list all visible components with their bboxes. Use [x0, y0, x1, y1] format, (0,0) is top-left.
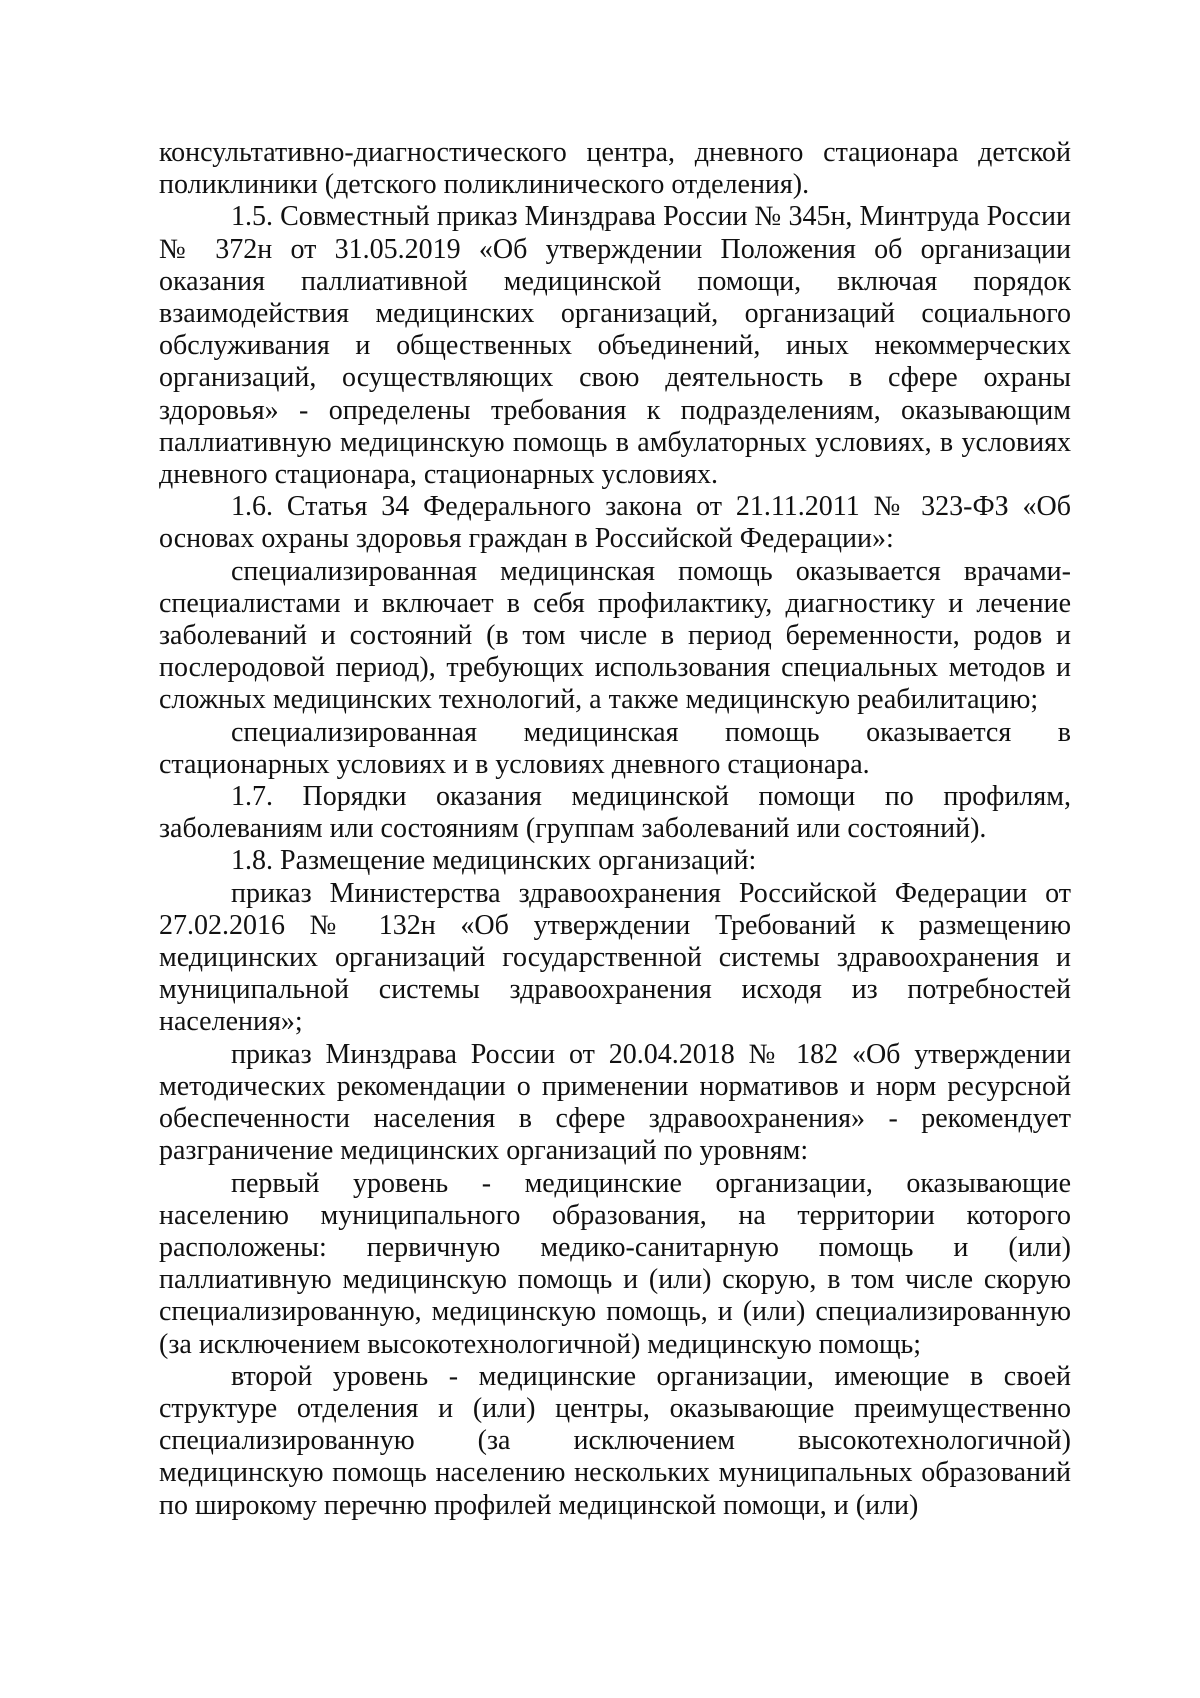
paragraph-order-132n: приказ Министерства здравоохранения Российской Федерации от 27.02.2016 № 132н «Об утверждении Требований к размещению медицинских организаций государственной системы здравоохранения и муниципальной системы здравоохранения исходя из потребностей населения»; — [159, 877, 1071, 1038]
document-page — [159, 137, 1071, 1522]
paragraph-second-level: второй уровень - медицинские организации, имеющие в своей структуре отделения и (или) центры, оказывающие преимущественно специализированную (за исключением высокотехнологичной) медицинскую помощь населению нескольких муниципальных образований по широкому перечню профилей медицинской помощи, и (или) — [159, 1360, 1071, 1521]
paragraph-specialized-care-definition: специализированная медицинская помощь оказывается врачами-специалистами и включает в себя профилактику, диагностику и лечение заболеваний и состояний (в том числе в период беременности, родов и послеродовой период), требующих использования специальных методов и сложных медицинских технологий, а также медицинскую реабилитацию; — [159, 555, 1071, 716]
paragraph-1-8: 1.8. Размещение медицинских организаций: — [231, 845, 757, 877]
paragraph-first-level: первый уровень - медицинские организации, оказывающие населению муниципального образования, на территории которого расположены: первичную медико-санитарную помощь и (или) паллиативную медицинскую помощь и (или) скорую, в том числе скорую специализированную, медицинскую помощь, и (или) специализированную (за исключением высокотехнологичной) медицинскую помощь; — [159, 1167, 1071, 1360]
paragraph-1-6: 1.6. Статья 34 Федерального закона от 21.11.2011 № 323-ФЗ «Об основах охраны здоровья граждан в Российской Федерации»: — [159, 491, 1071, 555]
paragraph-1-5: 1.5. Совместный приказ Минздрава России № 345н, Минтруда России № 372н от 31.05.2019 «Об утверждении Положения об организации оказания паллиативной медицинской помощи, включая порядок взаимодействия медицинских организаций, организаций социального обслуживания и общественных объединений, иных некоммерческих организаций, осуществляющих свою деятельность в сфере охраны здоровья» - определены требования к подразделениям, оказывающим паллиативную медицинскую помощь в амбулаторных условиях, в условиях дневного стационара, стационарных условиях. — [159, 201, 1071, 491]
paragraph-1-7: 1.7. Порядки оказания медицинской помощи по профилям, заболеваниям или состояниям (группам заболеваний или состояний). — [159, 781, 1071, 845]
paragraph-order-182: приказ Минздрава России от 20.04.2018 № 182 «Об утверждении методических рекомендации о применении нормативов и норм ресурсной обеспеченности населения в сфере здравоохранения» - рекомендует разграничение медицинских организаций по уровням: — [159, 1038, 1071, 1167]
paragraph-continuation: консультативно-диагностического центра, дневного стационара детской поликлиники (детского поликлинического отделения). — [159, 137, 1071, 201]
paragraph-specialized-care-conditions: специализированная медицинская помощь оказывается в стационарных условиях и в условиях дневного стационара. — [159, 716, 1071, 780]
